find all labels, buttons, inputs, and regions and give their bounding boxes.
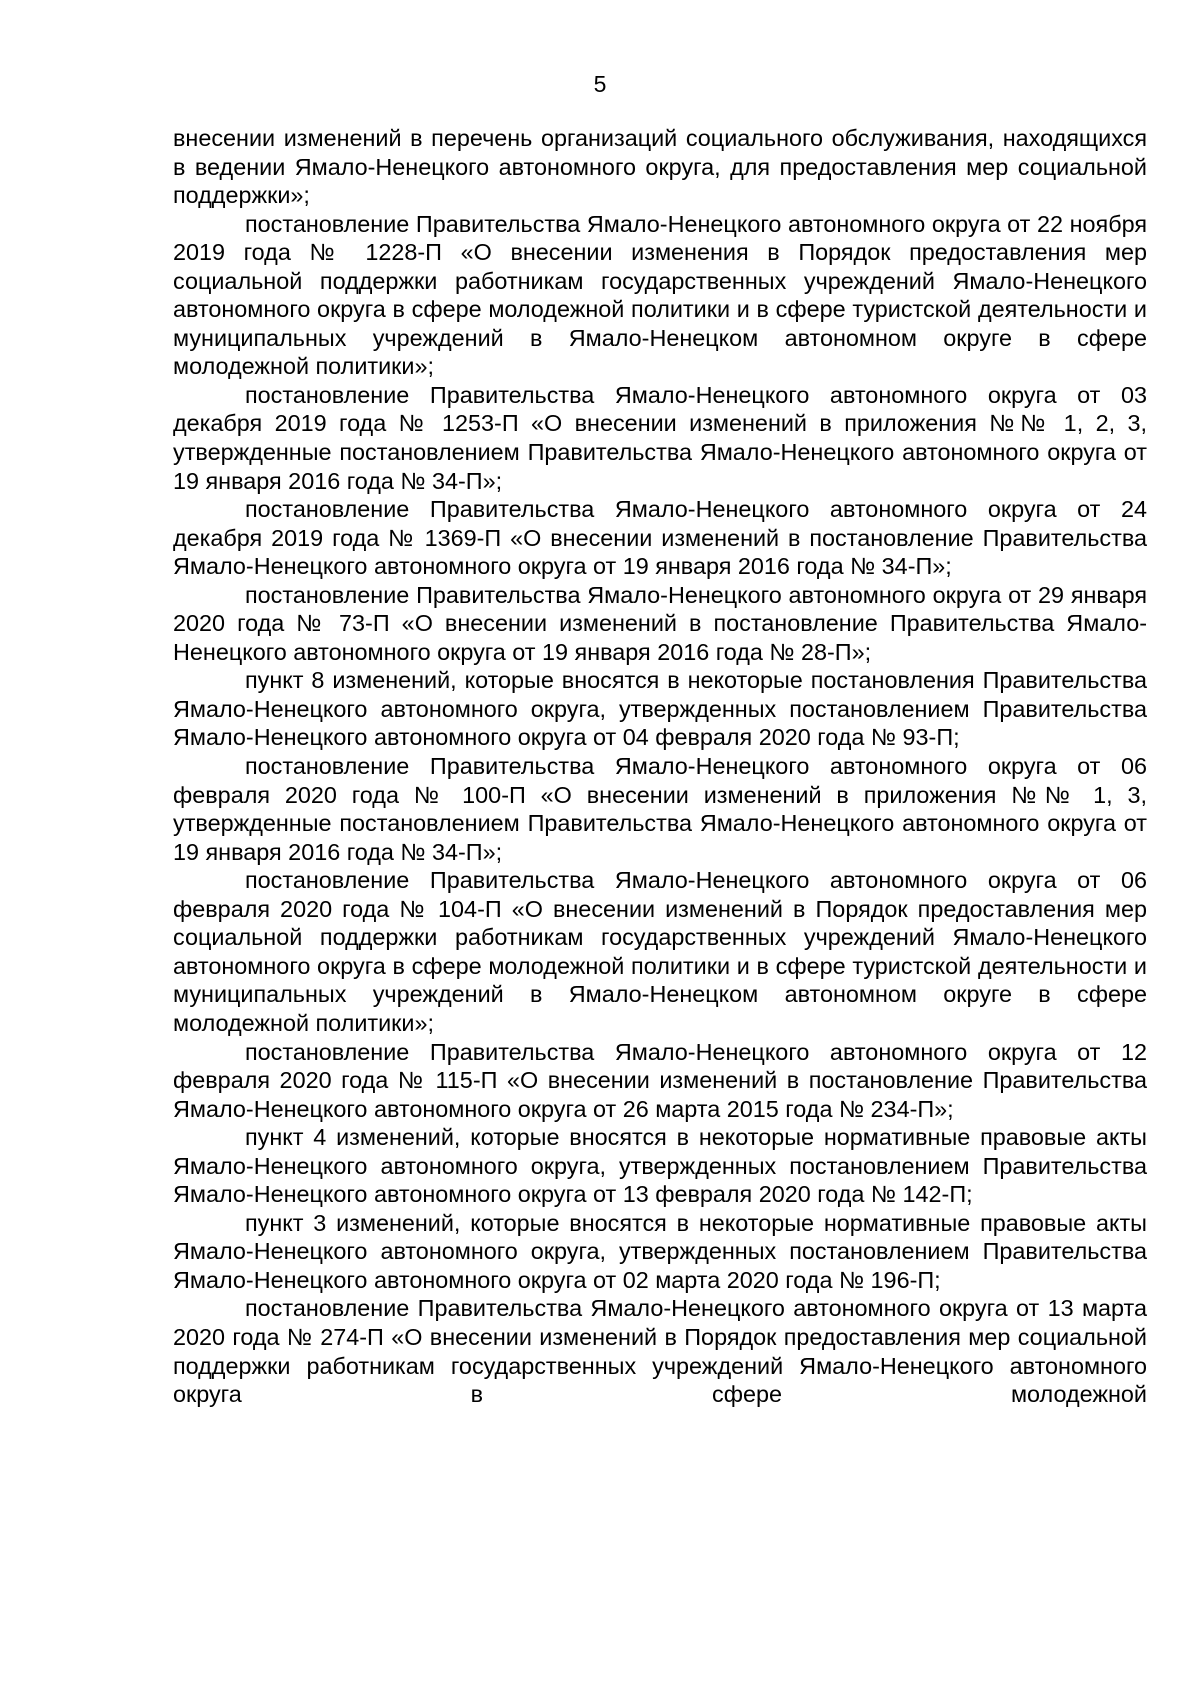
paragraph: постановление Правительства Ямало-Ненецкого автономного округа от 06 февраля 2020 года № 104-П «О внесении изменений в Порядок предоставления мер социальной поддержки работникам государственных учреждений Ямало-Ненецкого автономного округа в сфере молодежной политики и в сфере туристской деятельности и муниципальных учреждений в Ямало-Ненецком автономном округе в сфере молодежной политики»; — [173, 867, 1147, 1036]
paragraph: постановление Правительства Ямало-Ненецкого автономного округа от 24 декабря 2019 года № 1369-П «О внесении изменений в постановление Правительства Ямало-Ненецкого автономного округа от 19 января 2016 года № 34-П»; — [173, 496, 1147, 580]
paragraph: постановление Правительства Ямало-Ненецкого автономного округа от 29 января 2020 года № 73-П «О внесении изменений в постановление Правительства Ямало-Ненецкого автономного округа от 19 января 2016 года № 28-П»; — [173, 581, 1147, 665]
paragraph: пункт 4 изменений, которые вносятся в некоторые нормативные правовые акты Ямало-Ненецкого автономного округа, утвержденных постановлением Правительства Ямало-Ненецкого автономного округа от 13 февраля 2020 года № 142-П; — [173, 1124, 1147, 1208]
paragraph: постановление Правительства Ямало-Ненецкого автономного округа от 03 декабря 2019 года № 1253-П «О внесении изменений в приложения №№ 1, 2, 3, утвержденные постановлением Правительства Ямало-Ненецкого автономного округа от 19 января 2016 года № 34-П»; — [173, 381, 1147, 494]
paragraph: постановление Правительства Ямало-Ненецкого автономного округа от 13 марта 2020 года № 274-П «О внесении изменений в Порядок предоставления мер социальной поддержки работникам государственных учреждений Ямало-Ненецкого автономного округа в сфере молодежной — [173, 1295, 1147, 1408]
paragraph: пункт 3 изменений, которые вносятся в некоторые нормативные правовые акты Ямало-Ненецкого автономного округа, утвержденных постановлением Правительства Ямало-Ненецкого автономного округа от 02 марта 2020 года № 196-П; — [173, 1209, 1147, 1293]
document-body — [173, 124, 1147, 1409]
paragraph: постановление Правительства Ямало-Ненецкого автономного округа от 12 февраля 2020 года № 115-П «О внесении изменений в постановление Правительства Ямало-Ненецкого автономного округа от 26 марта 2015 года № 234-П»; — [173, 1038, 1147, 1122]
paragraph: внесении изменений в перечень организаций социального обслуживания, находящихся в ведении Ямало-Ненецкого автономного округа, для предоставления мер социальной поддержки»; — [173, 125, 1147, 209]
page-number: 5 — [593, 71, 607, 97]
paragraph: постановление Правительства Ямало-Ненецкого автономного округа от 22 ноября 2019 года № 1228-П «О внесении изменения в Порядок предоставления мер социальной поддержки работникам государственных учреждений Ямало-Ненецкого автономного округа в сфере молодежной политики и в сфере туристской деятельности и муниципальных учреждений в Ямало-Ненецком автономном округе в сфере молодежной политики»; — [173, 210, 1147, 380]
paragraph: постановление Правительства Ямало-Ненецкого автономного округа от 06 февраля 2020 года № 100-П «О внесении изменений в приложения №№ 1, 3, утвержденные постановлением Правительства Ямало-Ненецкого автономного округа от 19 января 2016 года № 34-П»; — [173, 753, 1147, 865]
paragraph: пункт 8 изменений, которые вносятся в некоторые постановления Правительства Ямало-Ненецкого автономного округа, утвержденных постановлением Правительства Ямало-Ненецкого автономного округа от 04 февраля 2020 года № 93-П; — [173, 667, 1147, 751]
